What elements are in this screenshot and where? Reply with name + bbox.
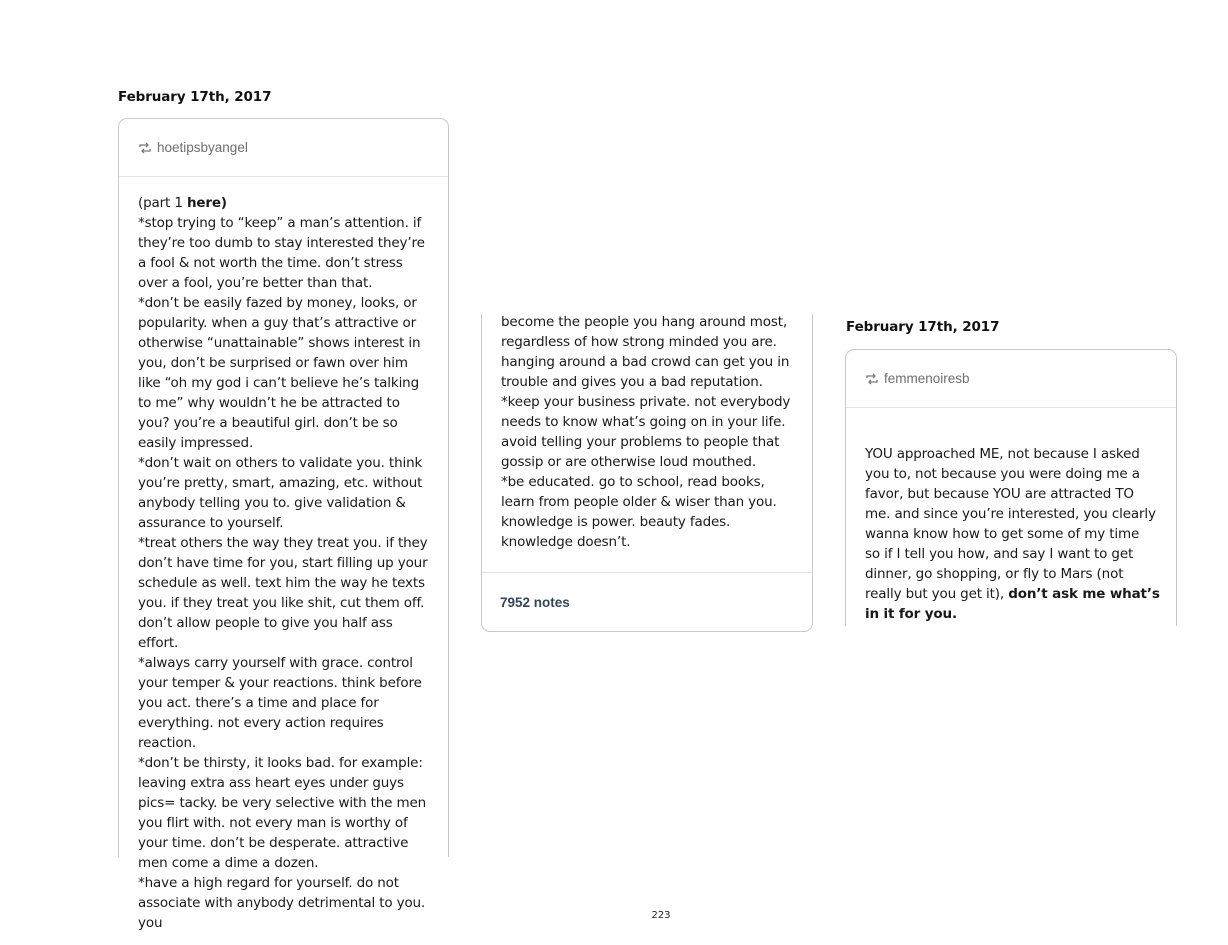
post-body: [846, 408, 1176, 624]
post-card-continued: [481, 314, 813, 632]
post-body: [482, 312, 812, 552]
reblog-header: [119, 119, 448, 177]
post-body: [119, 177, 448, 933]
paragraph: *don’t be thirsty, it looks bad. for example: leaving extra ass heart eyes under guys pics= tacky. be very selective with the men you flirt with. not every man is worthy of your time. don’t be desperate. attractive men come a dime a dozen.: [138, 755, 427, 871]
notes-count[interactable]: [482, 572, 812, 631]
reblog-icon: [138, 142, 152, 154]
post-intro: [138, 193, 432, 213]
page-number: 223: [651, 910, 671, 921]
emphasis-text: don’t ask me what’s in it for you.: [865, 586, 1160, 622]
paragraph: become the people you hang around most, regardless of how strong minded you are. hanging around a bad crowd can get you in trouble and gives you a bad reputation.: [501, 314, 790, 390]
paragraph: *don’t be easily fazed by money, looks, or popularity. when a guy that’s attractive or otherwise “unattainable” shows interest in you, don’t be surprised or fawn over him like “oh my god i can’t believe he’s talking to me” why wouldn’t he be attracted to you? you’re a beautiful girl. don’t be so easily impressed.: [138, 295, 421, 451]
post-date: February 17th, 2017: [846, 319, 1000, 335]
paragraph: *have a high regard for yourself. do not associate with anybody detrimental to you. you: [138, 875, 426, 931]
paragraph: *treat others the way they treat you. if they don’t have time for you, start filling up your schedule as well. text him the way he texts you. if they treat you like shit, cut them off. don’t allow people to give you half ass effort.: [138, 535, 428, 651]
paragraph: *don’t wait on others to validate you. think you’re pretty, smart, amazing, etc. without anybody telling you to. give validation & assurance to yourself.: [138, 455, 423, 531]
post-date: February 17th, 2017: [118, 89, 272, 105]
part-1-link[interactable]: here): [186, 195, 227, 211]
paragraph: [865, 544, 1160, 624]
intro-text: (part 1: [138, 195, 187, 211]
notes-label[interactable]: 7952 notes: [500, 594, 570, 610]
paragraph-text: so if I tell you how, and say I want to get dinner, go shopping, or fly to Mars (not really but you get it),: [865, 546, 1134, 602]
post-card: [845, 349, 1177, 626]
post-card: [118, 118, 449, 931]
paragraph: *stop trying to “keep” a man’s attention. if they’re too dumb to stay interested they’re a fool & not worth the time. don’t stress over a fool, you’re better than that.: [138, 215, 425, 291]
reblog-icon: [865, 373, 879, 385]
paragraph: YOU approached ME, not because I asked you to, not because you were doing me a favor, but because YOU are attracted TO me. and since you’re interested, you clearly wanna know how to get some of my time: [865, 446, 1156, 542]
paragraph: *be educated. go to school, read books, learn from people older & wiser than you. knowledge is power. beauty fades. knowledge doesn’t.: [501, 474, 777, 550]
reblog-username[interactable]: femmenoiresb: [884, 371, 970, 386]
reblog-username[interactable]: hoetipsbyangel: [157, 140, 248, 155]
paragraph: *always carry yourself with grace. control your temper & your reactions. think before you act. there’s a time and place for everything. not every action requires reaction.: [138, 655, 422, 751]
reblog-header: [846, 350, 1176, 408]
paragraph: *keep your business private. not everybody needs to know what’s going on in your life. avoid telling your problems to people that gossip or are otherwise loud mouthed.: [501, 394, 791, 470]
